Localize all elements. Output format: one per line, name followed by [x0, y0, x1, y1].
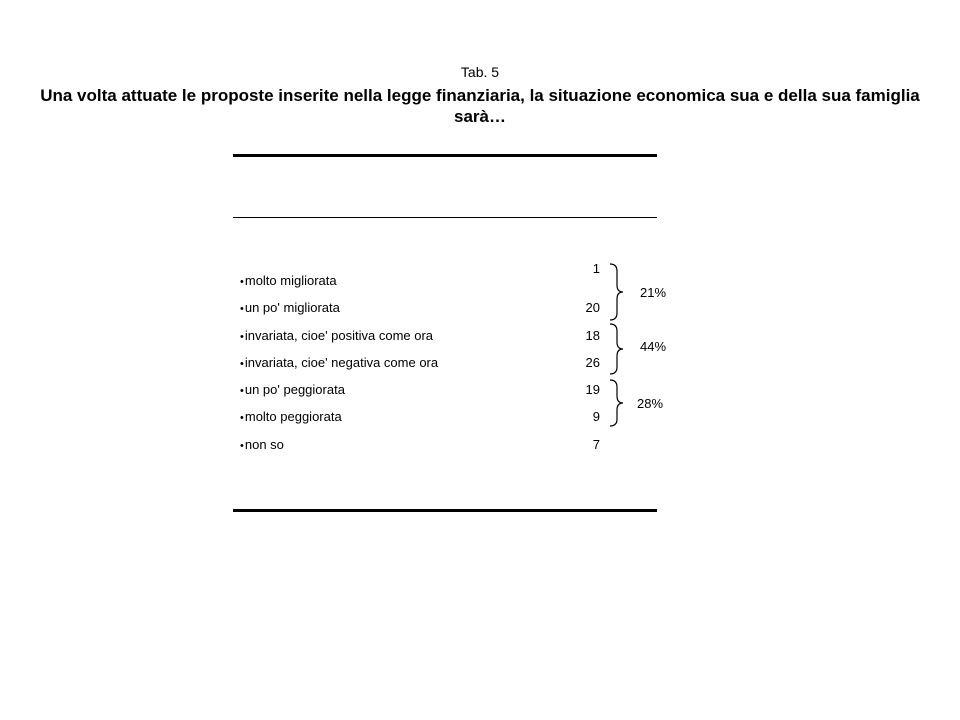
row-label-molto-peggiorata: •molto peggiorata — [240, 409, 342, 424]
row-value-un-po-peggiorata: 19 — [585, 382, 600, 397]
row-value-invariata-positiva: 18 — [585, 328, 600, 343]
brace-icon-group-1 — [608, 262, 630, 322]
row-value-molto-migliorata: 1 — [592, 261, 600, 276]
bullet-icon: • — [240, 303, 244, 315]
row-value-invariata-negativa: 26 — [585, 355, 600, 370]
row-label-un-po-peggiorata: •un po' peggiorata — [240, 382, 345, 397]
bullet-icon: • — [240, 331, 244, 343]
row-value-molto-peggiorata: 9 — [592, 409, 600, 424]
bullet-icon: • — [240, 440, 244, 452]
row-label-molto-migliorata: •molto migliorata — [240, 273, 337, 288]
bullet-icon: • — [240, 412, 244, 424]
table-number: Tab. 5 — [460, 64, 500, 80]
brace-icon-group-2 — [608, 322, 630, 376]
row-value-un-po-migliorata: 20 — [585, 300, 600, 315]
group-percent-unchanged: 44% — [640, 339, 667, 354]
brace-icon-group-3 — [608, 378, 630, 428]
group-percent-improved: 21% — [640, 285, 667, 300]
bottom-rule — [233, 509, 657, 512]
top-rule — [233, 154, 657, 157]
bullet-icon: • — [240, 276, 244, 288]
row-value-non-so: 7 — [592, 437, 600, 452]
header-rule — [233, 217, 657, 218]
bullet-icon: • — [240, 385, 244, 397]
row-label-un-po-migliorata: •un po' migliorata — [240, 300, 340, 315]
row-label-non-so: •non so — [240, 437, 284, 452]
group-percent-worse: 28% — [637, 396, 664, 411]
bullet-icon: • — [240, 358, 244, 370]
table-title: Una volta attuate le proposte inserite nella legge finanziaria, la situazione economica sua e della sua famiglia sarà… — [40, 86, 920, 126]
row-label-invariata-negativa: •invariata, cioe' negativa come ora — [240, 355, 439, 370]
row-label-invariata-positiva: •invariata, cioe' positiva come ora — [240, 328, 434, 343]
